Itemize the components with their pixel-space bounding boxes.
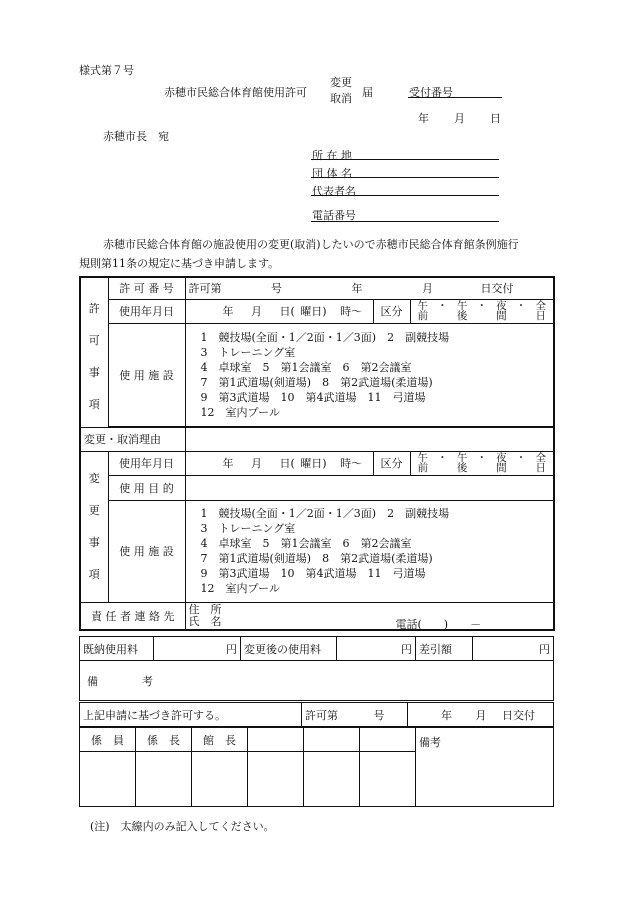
change-ampm-selector[interactable]: 午 前 ・ 午 後 ・ 夜 間 ・ 全 日 [410, 451, 554, 475]
title-option-cancel: 取消 [330, 92, 352, 105]
intro-text-line1: 赤穂市民総合体育館の施設使用の変更(取消)したいので赤穂市民総合体育館条例施行 [103, 238, 519, 251]
paid-fee-label: 既納使用料 [80, 637, 154, 661]
staff-director-label: 館 長 [192, 728, 248, 752]
receipt-number-label: 受付番号 [409, 86, 453, 99]
permit-facility-label: 使 用 施 設 [108, 323, 185, 426]
applicant-address-line[interactable] [311, 159, 499, 160]
change-reason-label: 変更・取消理由 [80, 427, 185, 451]
contact-address-label: 住 所 [188, 602, 222, 616]
applicant-group-label: 団 体 名 [312, 167, 352, 180]
change-side-label: 変 更 事 項 [80, 451, 108, 602]
approval-date[interactable]: 年 月 日交付 [408, 703, 554, 727]
seal-extra-3[interactable] [360, 752, 416, 807]
change-purpose-field[interactable] [185, 475, 554, 500]
diff-value[interactable]: 円 [473, 637, 554, 661]
receipt-number-line [408, 97, 502, 98]
header-date-month: 月 [454, 112, 465, 125]
permit-number-value[interactable]: 許可第 号 年 月 日交付 [185, 277, 554, 299]
change-facility-label: 使 用 施 設 [108, 500, 185, 602]
after-fee-label: 変更後の使用料 [241, 637, 337, 661]
seal-extra-1[interactable] [248, 752, 304, 807]
seal-extra-2[interactable] [304, 752, 360, 807]
contact-phone: 電話( ) － [395, 617, 482, 630]
change-reason-field[interactable] [185, 427, 554, 451]
addressee: 赤穂市長 宛 [103, 130, 169, 143]
staff-extra-2 [304, 728, 360, 752]
permit-side-label: 許 可 事 項 [80, 277, 108, 427]
footer-note: (注) 太線内のみ記入してください。 [90, 820, 275, 833]
staff-remarks[interactable]: 備考 [416, 728, 554, 807]
permit-kubun-label: 区分 [373, 299, 410, 323]
form-title: 赤穂市民総合体育館使用許可 [164, 86, 307, 99]
permit-facility-list[interactable]: 1 競技場(全面・1／2面・1／3面) 2 副競技場 3 トレーニング室 4 卓球室 5 第1会議室 6 第2会議室 7 第1武道場(剣道場) 8 第2武道場(柔道場) 9 第3武道場 10 第4武道場 11 弓道場 12 室内プール [185, 323, 554, 426]
header-date-year: 年 [418, 112, 429, 125]
change-date-label: 使用年月日 [108, 451, 185, 475]
change-facility-list[interactable]: 1 競技場(全面・1／2面・1／3面) 2 副競技場 3 トレーニング室 4 卓球室 5 第1会議室 6 第2会議室 7 第1武道場(剣道場) 8 第2武道場(柔道場) 9 第3武道場 10 第4武道場 11 弓道場 12 室内プール [185, 500, 554, 602]
staff-extra-3 [360, 728, 416, 752]
staff-extra-1 [248, 728, 304, 752]
change-kubun-label: 区分 [373, 451, 410, 475]
seal-chief[interactable] [136, 752, 192, 807]
remarks-row[interactable] [80, 661, 554, 701]
approval-permit-no[interactable]: 許可第 号 [302, 703, 408, 727]
permit-date-label: 使用年月日 [108, 299, 185, 323]
application-table [79, 276, 555, 631]
paid-fee-value[interactable]: 円 [154, 637, 241, 661]
staff-chief-label: 係 長 [136, 728, 192, 752]
permit-date-value[interactable]: 年 月 日( 曜日) 時〜 [185, 299, 373, 323]
approval-table [79, 702, 554, 727]
remarks-label: 備 考 [87, 674, 153, 688]
intro-text-line2: 規則第11条の規定に基づき申請します。 [79, 257, 280, 270]
seal-director[interactable] [192, 752, 248, 807]
permit-number-label: 許 可 番 号 [108, 277, 185, 299]
change-date-value[interactable]: 年 月 日( 曜日) 時〜 [185, 451, 373, 475]
header-date-day: 日 [490, 112, 501, 125]
fees-table [79, 636, 554, 701]
change-purpose-label: 使 用 目 的 [108, 475, 185, 500]
applicant-rep-line[interactable] [311, 195, 499, 196]
applicant-rep-label: 代表者名 [312, 185, 356, 198]
seal-clerk[interactable] [80, 752, 136, 807]
contact-field[interactable] [185, 602, 554, 630]
after-fee-value[interactable]: 円 [337, 637, 416, 661]
approval-text: 上記申請に基づき許可する。 [80, 703, 302, 727]
staff-table [79, 727, 554, 807]
form-number: 様式第７号 [79, 64, 134, 77]
applicant-phone-line[interactable] [311, 221, 499, 222]
contact-label: 責 任 者 連 絡 先 [80, 602, 185, 630]
applicant-address-label: 所 在 地 [312, 149, 352, 162]
applicant-group-line[interactable] [311, 177, 499, 178]
title-option-change: 変更 [330, 76, 352, 89]
staff-clerk-label: 係 員 [80, 728, 136, 752]
permit-ampm-selector[interactable]: 午 前 ・ 午 後 ・ 夜 間 ・ 全 日 [410, 299, 554, 323]
contact-name-label: 氏 名 [188, 614, 222, 628]
title-suffix: 届 [362, 86, 373, 99]
applicant-phone-label: 電話番号 [312, 209, 356, 222]
diff-label: 差引額 [416, 637, 473, 661]
